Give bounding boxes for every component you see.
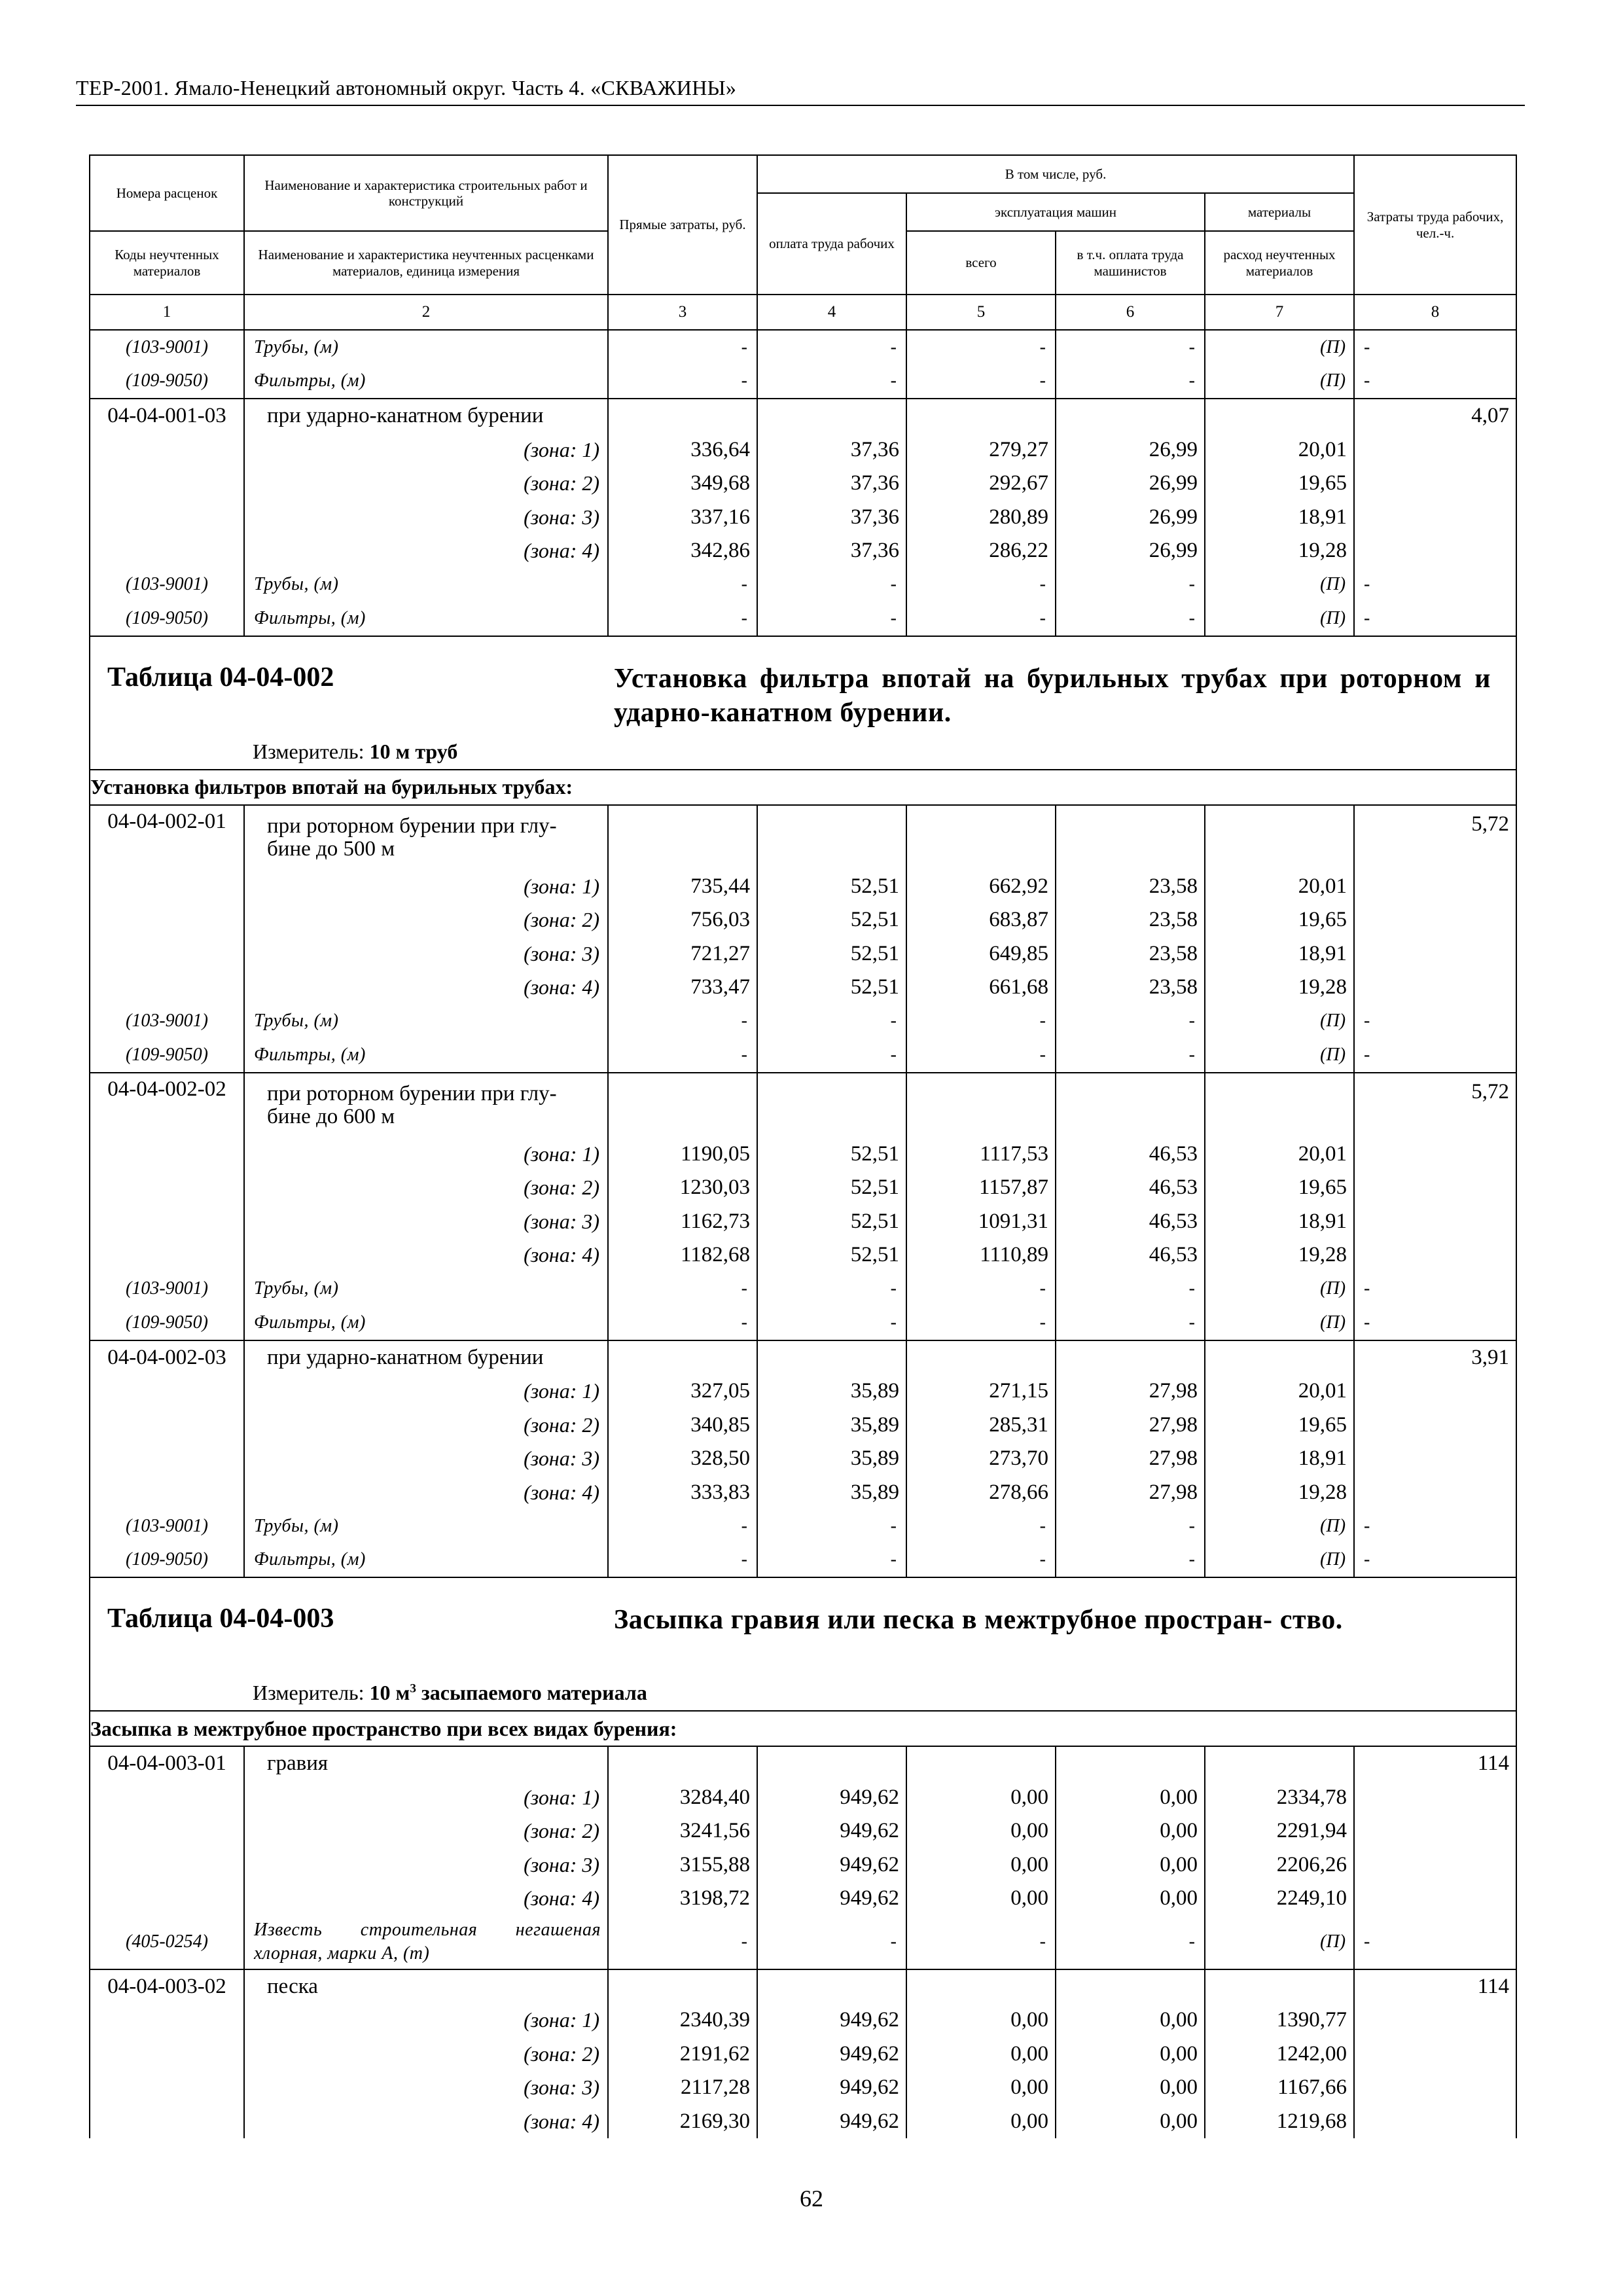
section-subheading: Установка фильтров впотай на бурильных трубах:: [90, 770, 1516, 805]
cell-dash: -: [757, 568, 906, 602]
machines-total: 0,00: [906, 2037, 1056, 2072]
material-code: (103-9001): [90, 1272, 244, 1306]
operator-pay: 27,98: [1056, 1476, 1205, 1510]
operator-pay: 0,00: [1056, 2037, 1205, 2072]
materials: 1242,00: [1205, 2037, 1354, 2072]
worker-pay: 949,62: [757, 1814, 906, 1848]
materials: 18,91: [1205, 1205, 1354, 1239]
operator-pay: 0,00: [1056, 2003, 1205, 2037]
materials: 2291,94: [1205, 1814, 1354, 1848]
machines-total: 292,67: [906, 467, 1056, 501]
header-rule: [76, 105, 1525, 106]
direct-cost: 3284,40: [608, 1781, 757, 1815]
materials: 19,65: [1205, 903, 1354, 937]
cell-dash: -: [757, 365, 906, 399]
worker-pay: 52,51: [757, 937, 906, 971]
material-code: (103-9001): [90, 568, 244, 602]
direct-cost: 1230,03: [608, 1171, 757, 1205]
cell-dash: -: [1056, 1038, 1205, 1073]
worker-pay: 949,62: [757, 2071, 906, 2105]
direct-cost: 2169,30: [608, 2105, 757, 2139]
worker-pay: 949,62: [757, 2003, 906, 2037]
operator-pay: 0,00: [1056, 2071, 1205, 2105]
th-rate-numbers: Номера расценок: [90, 155, 244, 231]
col-number: 3: [608, 295, 757, 330]
machines-total: 1157,87: [906, 1171, 1056, 1205]
material-code: (103-9001): [90, 1005, 244, 1039]
col-number: 7: [1205, 295, 1354, 330]
operator-pay: 0,00: [1056, 1882, 1205, 1916]
machines-total: 271,15: [906, 1374, 1056, 1408]
table-title: Засыпка гравия или песка в межтрубное простран- ство.: [614, 1605, 1343, 1635]
operator-pay: 27,98: [1056, 1408, 1205, 1443]
cell-dash: -: [906, 1916, 1056, 1969]
machines-total: 273,70: [906, 1442, 1056, 1476]
material-code: (103-9001): [90, 1509, 244, 1543]
th-direct-costs: Прямые затраты, руб.: [608, 155, 757, 295]
operator-pay: 26,99: [1056, 534, 1205, 568]
cell-dash: -: [757, 330, 906, 365]
cell-dash: -: [1056, 365, 1205, 399]
machines-total: 0,00: [906, 2105, 1056, 2139]
direct-cost: 342,86: [608, 534, 757, 568]
zone-label: (зона: 2): [244, 2037, 608, 2072]
operator-pay: 23,58: [1056, 870, 1205, 904]
cell-dash: -: [608, 1543, 757, 1578]
cell-p: (П): [1205, 1038, 1354, 1073]
th-labor-costs: Затраты труда рабочих, чел.-ч.: [1354, 155, 1516, 295]
worker-pay: 37,36: [757, 534, 906, 568]
machines-total: 0,00: [906, 1814, 1056, 1848]
materials: 19,65: [1205, 1408, 1354, 1443]
machines-total: 279,27: [906, 433, 1056, 467]
rate-code: 04-04-003-01: [90, 1746, 244, 1781]
materials: 1390,77: [1205, 2003, 1354, 2037]
table-number: Таблица 04-04-002: [107, 662, 334, 692]
cell-dash: -: [906, 1543, 1056, 1578]
worker-pay: 949,62: [757, 1882, 906, 1916]
material-name: Трубы, (м): [244, 568, 608, 602]
materials: 20,01: [1205, 1138, 1354, 1172]
machines-total: 280,89: [906, 501, 1056, 535]
cell-dash: -: [757, 1543, 906, 1578]
material-code: (109-9050): [90, 365, 244, 399]
cell-p: (П): [1205, 365, 1354, 399]
materials: 19,28: [1205, 1238, 1354, 1272]
rate-name: песка: [244, 1969, 608, 2004]
zone-label: (зона: 2): [244, 1171, 608, 1205]
zone-label: (зона: 2): [244, 1408, 608, 1443]
material-code: (109-9050): [90, 1038, 244, 1073]
page-number: 62: [800, 2185, 823, 2212]
direct-cost: 3155,88: [608, 1848, 757, 1882]
zone-label: (зона: 1): [244, 1138, 608, 1172]
worker-pay: 35,89: [757, 1374, 906, 1408]
direct-cost: 733,47: [608, 971, 757, 1005]
machines-total: 0,00: [906, 2071, 1056, 2105]
th-material-names: Наименование и характеристика неучтенных расценками материалов, единица измерения: [244, 231, 608, 295]
direct-cost: 333,83: [608, 1476, 757, 1510]
material-name: Трубы, (м): [244, 1272, 608, 1306]
operator-pay: 46,53: [1056, 1138, 1205, 1172]
direct-cost: 3241,56: [608, 1814, 757, 1848]
table-number: Таблица 04-04-003: [107, 1604, 334, 1634]
cell-dash: -: [1056, 1306, 1205, 1340]
zone-label: (зона: 4): [244, 534, 608, 568]
cell-dash: -: [608, 1038, 757, 1073]
direct-cost: 328,50: [608, 1442, 757, 1476]
cell-p: (П): [1205, 1509, 1354, 1543]
th-including: В том числе, руб.: [757, 155, 1354, 193]
operator-pay: 23,58: [1056, 903, 1205, 937]
direct-cost: 1182,68: [608, 1238, 757, 1272]
cell-dash: -: [1056, 1272, 1205, 1306]
worker-pay: 949,62: [757, 1848, 906, 1882]
material-code: (109-9050): [90, 601, 244, 636]
cell-dash: -: [1056, 1543, 1205, 1578]
section-subheading: Засыпка в межтрубное пространство при всех видах бурения:: [90, 1711, 1516, 1746]
th-work-name: Наименование и характеристика строительных работ и конструкций: [244, 155, 608, 231]
machines-total: 286,22: [906, 534, 1056, 568]
worker-pay: 949,62: [757, 1781, 906, 1815]
cell-dash: -: [1354, 1916, 1516, 1969]
cell-dash: -: [1056, 568, 1205, 602]
worker-pay: 52,51: [757, 1138, 906, 1172]
worker-pay: 52,51: [757, 870, 906, 904]
zone-label: (зона: 4): [244, 1238, 608, 1272]
material-code: (109-9050): [90, 1306, 244, 1340]
materials: 2249,10: [1205, 1882, 1354, 1916]
operator-pay: 27,98: [1056, 1442, 1205, 1476]
materials: 19,28: [1205, 971, 1354, 1005]
direct-cost: 349,68: [608, 467, 757, 501]
cell-dash: -: [906, 365, 1056, 399]
cell-p: (П): [1205, 1005, 1354, 1039]
th-material-codes: Коды неучтенных материалов: [90, 231, 244, 295]
cell-dash: -: [1354, 1509, 1516, 1543]
zone-label: (зона: 4): [244, 1476, 608, 1510]
cell-dash: -: [608, 330, 757, 365]
materials: 20,01: [1205, 1374, 1354, 1408]
operator-pay: 26,99: [1056, 467, 1205, 501]
zone-label: (зона: 1): [244, 1781, 608, 1815]
col-number: 5: [906, 295, 1056, 330]
col-number: 6: [1056, 295, 1205, 330]
cell-dash: -: [1056, 1005, 1205, 1039]
cell-dash: -: [757, 601, 906, 636]
operator-pay: 26,99: [1056, 501, 1205, 535]
materials: 19,65: [1205, 1171, 1354, 1205]
worker-pay: 52,51: [757, 971, 906, 1005]
cell-p: (П): [1205, 568, 1354, 602]
direct-cost: 2191,62: [608, 2037, 757, 2072]
worker-pay: 949,62: [757, 2105, 906, 2139]
labor-cost: 3,91: [1354, 1340, 1516, 1375]
worker-pay: 52,51: [757, 1205, 906, 1239]
material-name: Трубы, (м): [244, 1509, 608, 1543]
cell-p: (П): [1205, 1306, 1354, 1340]
worker-pay: 35,89: [757, 1408, 906, 1443]
operator-pay: 0,00: [1056, 1814, 1205, 1848]
zone-label: (зона: 2): [244, 1814, 608, 1848]
material-code: (109-9050): [90, 1543, 244, 1578]
cell-dash: -: [608, 365, 757, 399]
cell-dash: -: [608, 1509, 757, 1543]
cell-dash: -: [1056, 1916, 1205, 1969]
materials: 1219,68: [1205, 2105, 1354, 2139]
machines-total: 661,68: [906, 971, 1056, 1005]
cell-dash: -: [1354, 1038, 1516, 1073]
worker-pay: 35,89: [757, 1476, 906, 1510]
cell-dash: -: [1056, 1509, 1205, 1543]
zone-label: (зона: 1): [244, 1374, 608, 1408]
worker-pay: 52,51: [757, 903, 906, 937]
cell-dash: -: [1354, 365, 1516, 399]
cell-p: (П): [1205, 1543, 1354, 1578]
cell-dash: -: [906, 1509, 1056, 1543]
th-material-usage: расход неучтенных материалов: [1205, 231, 1354, 295]
operator-pay: 46,53: [1056, 1238, 1205, 1272]
operator-pay: 23,58: [1056, 937, 1205, 971]
rate-name: при роторном бурении при глу- бине до 600 м: [244, 1073, 608, 1138]
materials: 1167,66: [1205, 2071, 1354, 2105]
operator-pay: 0,00: [1056, 2105, 1205, 2139]
direct-cost: 756,03: [608, 903, 757, 937]
cell-dash: -: [1354, 1005, 1516, 1039]
material-code: (405-0254): [90, 1916, 244, 1969]
cell-dash: -: [757, 1005, 906, 1039]
worker-pay: 52,51: [757, 1171, 906, 1205]
rate-name: гравия: [244, 1746, 608, 1781]
machines-total: 662,92: [906, 870, 1056, 904]
cell-p: (П): [1205, 1916, 1354, 1969]
zone-label: (зона: 2): [244, 467, 608, 501]
zone-label: (зона: 1): [244, 870, 608, 904]
cell-dash: -: [608, 601, 757, 636]
th-materials: материалы: [1205, 193, 1354, 231]
direct-cost: 340,85: [608, 1408, 757, 1443]
worker-pay: 37,36: [757, 501, 906, 535]
rate-code: 04-04-002-01: [90, 805, 244, 870]
th-machines-total: всего: [906, 231, 1056, 295]
measure-unit: Измеритель: 10 $м^3$ засыпаемого материала: [253, 1681, 647, 1704]
cell-dash: -: [906, 1038, 1056, 1073]
th-worker-pay: оплата труда рабочих: [757, 193, 906, 295]
material-name: Фильтры, (м): [244, 1038, 608, 1073]
materials: 20,01: [1205, 870, 1354, 904]
worker-pay: 37,36: [757, 467, 906, 501]
direct-cost: 2117,28: [608, 2071, 757, 2105]
col-number: 2: [244, 295, 608, 330]
materials: 18,91: [1205, 937, 1354, 971]
measure-unit: Измеритель: 10 м труб: [253, 739, 458, 763]
machines-total: 0,00: [906, 1848, 1056, 1882]
cell-dash: -: [757, 1272, 906, 1306]
cell-dash: -: [1354, 1272, 1516, 1306]
cell-dash: -: [906, 1306, 1056, 1340]
cell-dash: -: [1354, 601, 1516, 636]
operator-pay: 46,53: [1056, 1205, 1205, 1239]
materials: 2206,26: [1205, 1848, 1354, 1882]
cell-dash: -: [608, 568, 757, 602]
cell-dash: -: [757, 1916, 906, 1969]
direct-cost: 721,27: [608, 937, 757, 971]
machines-total: 1091,31: [906, 1205, 1056, 1239]
rates-table: [89, 154, 1517, 2138]
machines-total: 683,87: [906, 903, 1056, 937]
rate-name: при роторном бурении при глу- бине до 500 м: [244, 805, 608, 870]
zone-label: (зона: 4): [244, 971, 608, 1005]
col-number: 4: [757, 295, 906, 330]
labor-cost: 5,72: [1354, 1073, 1516, 1138]
cell-dash: -: [608, 1916, 757, 1969]
direct-cost: 336,64: [608, 433, 757, 467]
cell-p: (П): [1205, 330, 1354, 365]
col-number: 8: [1354, 295, 1516, 330]
labor-cost: 114: [1354, 1969, 1516, 2004]
direct-cost: 327,05: [608, 1374, 757, 1408]
materials: 19,65: [1205, 467, 1354, 501]
cell-dash: -: [906, 1005, 1056, 1039]
page-header: ТЕР-2001. Ямало-Ненецкий автономный округ. Часть 4. «СКВАЖИНЫ»: [76, 76, 737, 99]
direct-cost: 2340,39: [608, 2003, 757, 2037]
rate-code: 04-04-003-02: [90, 1969, 244, 2004]
cell-p: (П): [1205, 1272, 1354, 1306]
zone-label: (зона: 1): [244, 2003, 608, 2037]
machines-total: 1117,53: [906, 1138, 1056, 1172]
rate-code: 04-04-002-03: [90, 1340, 244, 1375]
zone-label: (зона: 4): [244, 1882, 608, 1916]
machines-total: 0,00: [906, 1781, 1056, 1815]
zone-label: (зона: 3): [244, 1848, 608, 1882]
machines-total: 278,66: [906, 1476, 1056, 1510]
material-name: Фильтры, (м): [244, 1306, 608, 1340]
direct-cost: 337,16: [608, 501, 757, 535]
labor-cost: 4,07: [1354, 399, 1516, 433]
cell-dash: -: [1354, 568, 1516, 602]
worker-pay: 37,36: [757, 433, 906, 467]
cell-p: (П): [1205, 601, 1354, 636]
cell-dash: -: [1354, 1543, 1516, 1578]
machines-total: 649,85: [906, 937, 1056, 971]
cell-dash: -: [906, 568, 1056, 602]
cell-dash: -: [906, 330, 1056, 365]
material-name: Известь строительная негашеная хлорная, марки А, (т): [244, 1916, 608, 1969]
materials: 2334,78: [1205, 1781, 1354, 1815]
col-number: 1: [90, 295, 244, 330]
cell-dash: -: [608, 1005, 757, 1039]
zone-label: (зона: 2): [244, 903, 608, 937]
worker-pay: 949,62: [757, 2037, 906, 2072]
zone-label: (зона: 3): [244, 2071, 608, 2105]
materials: 18,91: [1205, 1442, 1354, 1476]
material-code: (103-9001): [90, 330, 244, 365]
cell-dash: -: [608, 1272, 757, 1306]
labor-cost: 5,72: [1354, 805, 1516, 870]
direct-cost: 1190,05: [608, 1138, 757, 1172]
machines-total: 285,31: [906, 1408, 1056, 1443]
operator-pay: 27,98: [1056, 1374, 1205, 1408]
machines-total: 0,00: [906, 2003, 1056, 2037]
cell-dash: -: [1056, 330, 1205, 365]
cell-dash: -: [1354, 330, 1516, 365]
materials: 20,01: [1205, 433, 1354, 467]
direct-cost: 1162,73: [608, 1205, 757, 1239]
zone-label: (зона: 3): [244, 1205, 608, 1239]
worker-pay: 52,51: [757, 1238, 906, 1272]
direct-cost: 3198,72: [608, 1882, 757, 1916]
cell-dash: -: [608, 1306, 757, 1340]
worker-pay: 35,89: [757, 1442, 906, 1476]
rate-name: при ударно-канатном бурении: [244, 399, 608, 433]
material-name: Трубы, (м): [244, 330, 608, 365]
rate-name: при ударно-канатном бурении: [244, 1340, 608, 1375]
machines-total: 0,00: [906, 1882, 1056, 1916]
operator-pay: 23,58: [1056, 971, 1205, 1005]
zone-label: (зона: 3): [244, 501, 608, 535]
table-title: Установка фильтра впотай на бурильных трубах при роторном и ударно-канатном бурении.: [614, 663, 1491, 728]
labor-cost: 114: [1354, 1746, 1516, 1781]
materials: 18,91: [1205, 501, 1354, 535]
cell-dash: -: [1056, 601, 1205, 636]
material-name: Трубы, (м): [244, 1005, 608, 1039]
machines-total: 1110,89: [906, 1238, 1056, 1272]
cell-dash: -: [906, 1272, 1056, 1306]
th-operator-pay: в т.ч. оплата труда машинистов: [1056, 231, 1205, 295]
operator-pay: 0,00: [1056, 1848, 1205, 1882]
zone-label: (зона: 3): [244, 937, 608, 971]
cell-dash: -: [1354, 1306, 1516, 1340]
cell-dash: -: [757, 1509, 906, 1543]
cell-dash: -: [757, 1038, 906, 1073]
operator-pay: 46,53: [1056, 1171, 1205, 1205]
zone-label: (зона: 4): [244, 2105, 608, 2139]
zone-label: (зона: 1): [244, 433, 608, 467]
rate-code: 04-04-001-03: [90, 399, 244, 433]
cell-dash: -: [757, 1306, 906, 1340]
operator-pay: 26,99: [1056, 433, 1205, 467]
materials: 19,28: [1205, 534, 1354, 568]
operator-pay: 0,00: [1056, 1781, 1205, 1815]
material-name: Фильтры, (м): [244, 365, 608, 399]
material-name: Фильтры, (м): [244, 1543, 608, 1578]
zone-label: (зона: 3): [244, 1442, 608, 1476]
material-name: Фильтры, (м): [244, 601, 608, 636]
cell-dash: -: [906, 601, 1056, 636]
direct-cost: 735,44: [608, 870, 757, 904]
th-machines: эксплуатация машин: [906, 193, 1205, 231]
rate-code: 04-04-002-02: [90, 1073, 244, 1138]
materials: 19,28: [1205, 1476, 1354, 1510]
